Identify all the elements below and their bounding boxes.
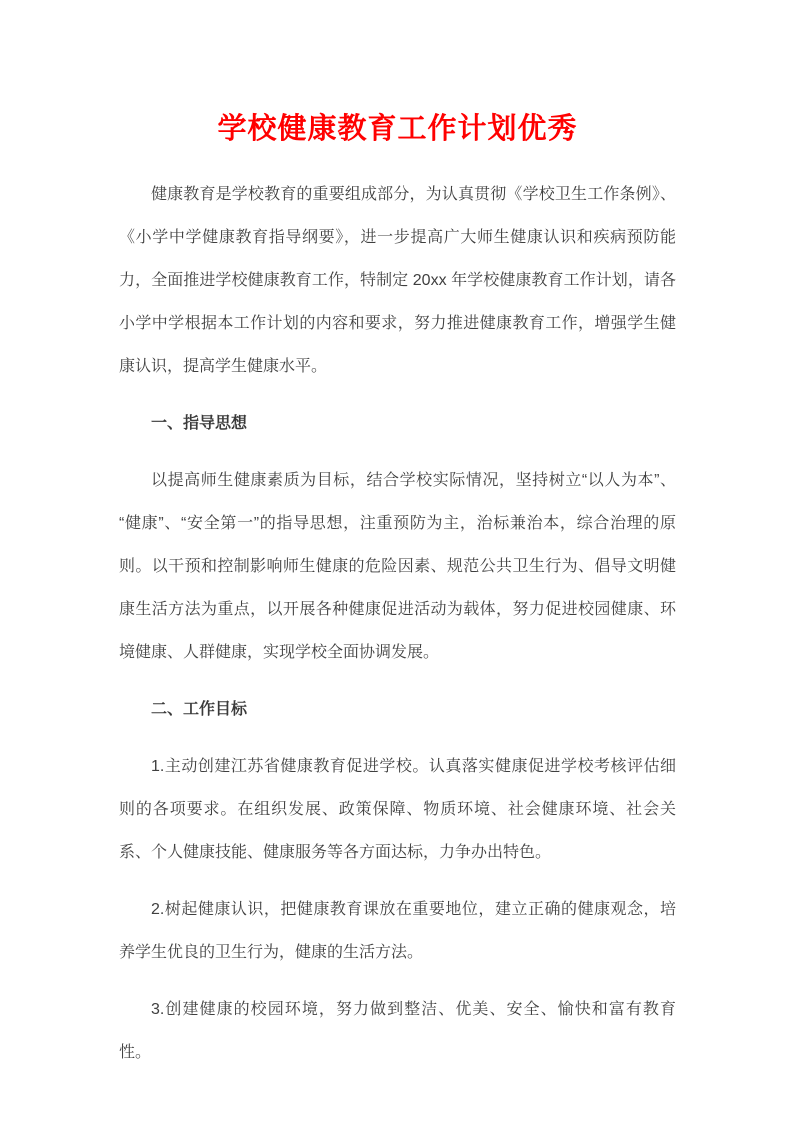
guiding-ideology-paragraph: 以提高师生健康素质为目标，结合学校实际情况，坚持树立“以人为本”、“健康”、“安全第一”的指导思想，注重预防为主，治标兼治本，综合治理的原则。以干预和控制影响师生健康的危险因素、规范公共卫生行为、倡导文明健康生活方法为重点，以开展各种健康促进活动为载体，努力促进校园健康、环境健康、人群健康，实现学校全面协调发展。 (119, 472, 676, 662)
intro-paragraph: 健康教育是学校教育的重要组成部分，为认真贯彻《学校卫生工作条例》、《小学中学健康教育指导纲要》，进一步提高广大师生健康认识和疾病预防能力，全面推进学校健康教育工作，特制定 20xx 年学校健康教育工作计划，请各小学中学根据本工作计划的内容和要求，努力推进健康教育工作，增强学生健康认识，提高学生健康水平。 (119, 186, 676, 376)
work-goal-item-1: 1.主动创建江苏省健康教育促进学校。认真落实健康促进学校考核评估细则的各项要求。在组织发展、政策保障、物质环境、社会健康环境、社会关系、个人健康技能、健康服务等各方面达标，力争办出特色。 (119, 758, 676, 862)
section-heading-guiding-ideology: 一、指导思想 (151, 415, 248, 433)
work-goal-item-2: 2.树起健康认识，把健康教育课放在重要地位，建立正确的健康观念，培养学生优良的卫生行为，健康的生活方法。 (119, 901, 676, 962)
work-goal-item-3: 3.创建健康的校园环境，努力做到整洁、优美、安全、愉快和富有教育性。 (119, 1001, 676, 1062)
section-heading-work-goals: 二、工作目标 (151, 701, 248, 719)
document-body (119, 173, 676, 1074)
document-title: 学校健康教育工作计划优秀 (217, 113, 578, 146)
